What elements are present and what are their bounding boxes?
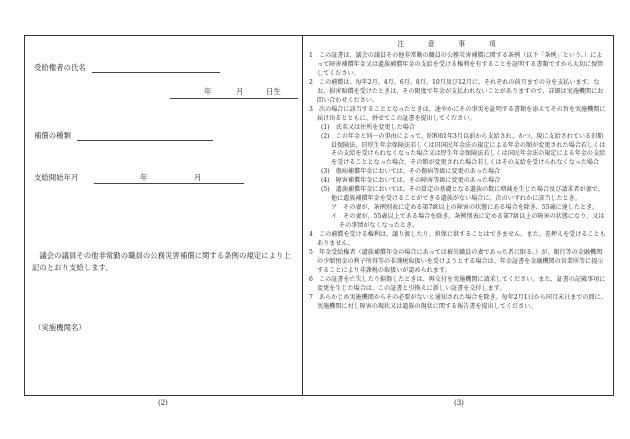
notes-list [309,52,608,312]
compensation-type-field [34,131,213,141]
page-number-left: (2) [158,399,168,407]
payment-statement: 議会の議員その他非常勤の職員の公務災害補償に関する条例の規定により上記のとおり支給します。 [32,251,291,272]
note-item: (2) この年金と同一の事由によって、昭和61年3月以前から支給され、かつ、現に支給されている旧船員保険法、旧厚生年金保険法若しくは旧国民年金法の規定による年金の額が変更された場合若しくはその支給を受けられなくなった場合又は厚生年金保険法若しくは国民年金法の規定による年金の支給を受けることとなった場合、その額が変更された場合若しくはその支給を受けられなくなった場合 [321,132,606,167]
birth-year-label: 年 [204,87,212,96]
birth-month-label: 月 [236,87,244,96]
note-item: (4) 障害補償年金においては、その障害等級に変更のあった場合 [321,177,501,185]
note-item: (3) 傷病補償年金においては、その傷病等級に変更のあった場合 [321,168,501,176]
note-item: 6 この証書を亡失したり損傷したときは、再交付を実施機関に請求してください。また、証書の記載事項に変更を生じた場合は、この証書と引換えに新しい証書を交付します。 [309,275,606,292]
payment-start-year-label: 年 [140,173,148,182]
payment-start-month-label: 月 [194,173,202,182]
note-item: 2 この補償は、毎年2月、4月、6月、8月、10月及び12月に、それぞれの前月までの分を支払います。なお、損害賠償を受けたときは、その限度で年金が支払われないことがありますので、詳細は実施機関にお問い合わせください。 [309,78,604,104]
note-item: 4 この補償を受ける権利は、譲り渡したり、担保に供することはできません。また、差押えを受けることもありません。 [309,231,606,248]
note-item: (5) 遺族補償年金においては、その算定の基礎となる遺族の数に増減を生じた場合及び請求者が妻で、他に遺族補償年金を受けることができる遺族がない場合に、次のいずれかに該当したとき。 [321,186,604,203]
recipient-name-line [92,64,220,73]
compensation-type-line [77,132,213,141]
birth-day-label: 日生 [266,87,281,96]
notes-page [303,35,614,396]
note-item: イ その妻が、55歳以上である場合を除き、条例別表に定める第7級以上の障害の状態になり、又はその事情がなくなったとき。 [331,213,605,230]
note-item: 5 年金受給権者（遺族補償年金の場合にあっては被災職員の妻であった者に限る。）が、銀行等の金融機関の少額預金の利子所得等の非課税取扱いを受けようとする場合は、年金証書を金融機関の営業所等に提示することにより非課税の取扱いが認められます。 [309,248,604,274]
recipient-name-field [34,63,220,73]
notes-heading: 注意事項 [397,40,520,48]
agency-name-label: （実施機関名） [34,323,86,332]
note-item: 1 この証書は、議会の議員その他非常勤の職員の公務災害補償に関する条例（以下「条例」という。）によって障害補償年金又は遺族補償年金の支給を受ける権利を有することを証明する書類ですから大切に保管してください。 [309,52,604,77]
note-item: 3 次の場合に該当することとなったときは、速やかにその事実を証明する書類を添えてその旨を実施機関に届け出るとともに、併せてこの証書を提出してください。 [309,105,606,122]
payment-start-field [34,173,78,183]
recipient-name-label: 受給権者の氏名 [34,63,86,72]
payment-start-label: 支給開始年月 [34,173,79,182]
page-number-right: (3) [454,399,464,407]
compensation-type-label: 補償の種類 [34,131,71,140]
payment-start-line [94,175,244,184]
left-page [24,35,302,396]
note-item: 7 あらかじめ実施機関からその必要がないと通知された場合を除き、毎年2月1日から同月末日までの間に、実施機関に対し障害の現状又は遺族の現状に関する報告書を提出してください。 [309,293,607,310]
note-item: ア その妻が、条例別表に定める第7級以上の障害の状態にある場合を除き、55歳に達したとき。 [331,204,599,212]
note-item: (1) 氏名又は住所を変更した場合 [321,123,415,131]
